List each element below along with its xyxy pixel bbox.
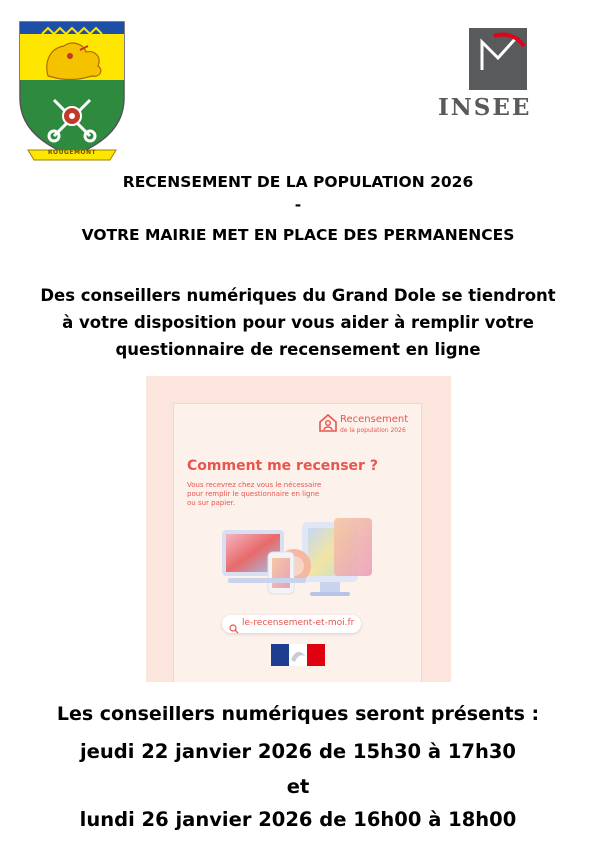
poster-url-text[interactable]: le-recensement-et-moi.fr xyxy=(242,618,355,628)
footer-title: Les conseillers numériques seront présents : xyxy=(56,703,540,725)
poster-body-line-2: pour remplir le questionnaire en ligne xyxy=(187,490,320,498)
intro-line-2: à votre disposition pour vous aider à remplir votre xyxy=(62,313,534,332)
devices-illustration xyxy=(222,518,377,604)
header-line-1: RECENSEMENT DE LA POPULATION 2026 xyxy=(122,173,474,191)
insee-logo xyxy=(432,26,530,124)
header-separator: - xyxy=(294,196,302,214)
header-line-2: VOTRE MAIRIE MET EN PLACE DES PERMANENCES xyxy=(81,226,515,244)
house-person-icon xyxy=(318,413,338,437)
coat-of-arms-motto: ROUGEMONT xyxy=(47,149,97,156)
poster-body-line-1: Vous recevrez chez vous le nécessaire xyxy=(187,481,322,489)
poster-body-line-3: ou sur papier. xyxy=(187,499,236,507)
poster-heading: Comment me recenser ? xyxy=(187,458,378,474)
french-flag-icon xyxy=(271,644,325,670)
footer-conjunction: et xyxy=(286,775,310,798)
poster-body xyxy=(187,481,321,508)
census-poster xyxy=(146,376,451,682)
poster-brand-title: Recensement xyxy=(340,414,409,425)
poster-card xyxy=(173,403,422,682)
search-icon xyxy=(229,619,239,638)
insee-label: INSEE xyxy=(438,94,532,121)
date-1: jeudi 22 janvier 2026 de 15h30 à 17h30 xyxy=(80,740,516,763)
intro-line-3: questionnaire de recensement en ligne xyxy=(115,340,481,359)
date-2: lundi 26 janvier 2026 de 16h00 à 18h00 xyxy=(79,808,517,831)
intro-paragraph xyxy=(0,282,596,363)
intro-line-1: Des conseillers numériques du Grand Dole se tiendront xyxy=(40,286,556,305)
poster-brand-subtitle: de la population 2026 xyxy=(340,427,406,434)
poster-url-pill[interactable] xyxy=(222,615,361,633)
coat-of-arms-logo xyxy=(14,18,130,164)
